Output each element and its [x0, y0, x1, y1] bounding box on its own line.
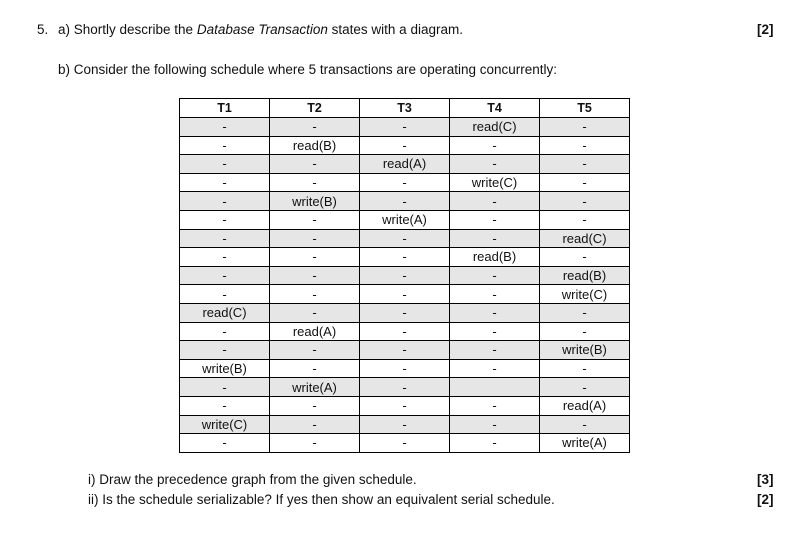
question-number: 5.: [37, 22, 49, 37]
schedule-cell: read(C): [540, 229, 630, 248]
part-a-prefix: a) Shortly describe the: [58, 22, 197, 37]
schedule-cell: -: [360, 266, 450, 285]
schedule-row: [180, 173, 630, 192]
schedule-cell: -: [540, 303, 630, 322]
schedule-cell: -: [450, 322, 540, 341]
schedule-cell: -: [180, 322, 270, 341]
schedule-cell: -: [270, 229, 360, 248]
schedule-cell: -: [450, 210, 540, 229]
schedule-cell: -: [270, 118, 360, 137]
schedule-cell: -: [540, 173, 630, 192]
header-t4: T4: [450, 99, 540, 118]
schedule-cell: -: [540, 192, 630, 211]
schedule-cell: -: [360, 173, 450, 192]
schedule-cell: -: [450, 155, 540, 174]
schedule-cell: -: [360, 341, 450, 360]
sub-question-i-marks: [3]: [757, 472, 774, 487]
schedule-table: [179, 98, 630, 453]
schedule-cell: -: [360, 192, 450, 211]
schedule-body: [180, 118, 630, 453]
schedule-cell: -: [270, 434, 360, 453]
header-t3: T3: [360, 99, 450, 118]
schedule-cell: read(B): [540, 266, 630, 285]
header-t2: T2: [270, 99, 360, 118]
schedule-row: [180, 136, 630, 155]
schedule-cell: -: [270, 285, 360, 304]
schedule-row: [180, 378, 630, 397]
question-part-b: b) Consider the following schedule where 5 transactions are operating concurrently:: [58, 62, 558, 77]
part-a-suffix: states with a diagram.: [327, 22, 463, 37]
schedule-cell: -: [540, 415, 630, 434]
schedule-header-row: [180, 99, 630, 118]
question-part-a: [58, 22, 463, 37]
schedule-cell: -: [450, 396, 540, 415]
sub-question-ii-marks: [2]: [757, 492, 774, 507]
part-a-marks: [2]: [757, 22, 774, 37]
schedule-row: [180, 359, 630, 378]
schedule-cell: -: [270, 396, 360, 415]
schedule-row: [180, 434, 630, 453]
schedule-cell: -: [540, 155, 630, 174]
schedule-cell: -: [360, 378, 450, 397]
schedule-cell: read(B): [450, 248, 540, 267]
schedule-cell: -: [450, 285, 540, 304]
schedule-cell: write(C): [180, 415, 270, 434]
schedule-cell: -: [540, 359, 630, 378]
schedule-cell: [450, 378, 540, 397]
schedule-cell: write(C): [450, 173, 540, 192]
schedule-cell: -: [450, 229, 540, 248]
schedule-cell: -: [180, 396, 270, 415]
schedule-cell: -: [360, 322, 450, 341]
schedule-cell: -: [540, 118, 630, 137]
schedule-cell: -: [270, 155, 360, 174]
schedule-cell: -: [270, 210, 360, 229]
schedule-cell: -: [450, 266, 540, 285]
schedule-cell: -: [450, 415, 540, 434]
schedule-cell: -: [360, 303, 450, 322]
schedule-cell: -: [180, 173, 270, 192]
schedule-cell: -: [360, 396, 450, 415]
schedule-cell: -: [360, 434, 450, 453]
schedule-cell: -: [180, 266, 270, 285]
schedule-cell: -: [270, 415, 360, 434]
schedule-cell: -: [180, 192, 270, 211]
schedule-cell: -: [450, 359, 540, 378]
schedule-row: [180, 118, 630, 137]
schedule-cell: -: [180, 155, 270, 174]
schedule-row: [180, 266, 630, 285]
schedule-row: [180, 248, 630, 267]
schedule-cell: -: [540, 322, 630, 341]
schedule-cell: -: [450, 341, 540, 360]
schedule-cell: -: [360, 118, 450, 137]
schedule-cell: -: [180, 285, 270, 304]
schedule-cell: -: [360, 285, 450, 304]
schedule-cell: -: [180, 434, 270, 453]
schedule-cell: -: [450, 303, 540, 322]
schedule-cell: -: [270, 359, 360, 378]
schedule-cell: -: [180, 118, 270, 137]
schedule-row: [180, 341, 630, 360]
schedule-row: [180, 155, 630, 174]
schedule-cell: write(A): [270, 378, 360, 397]
schedule-cell: write(A): [360, 210, 450, 229]
schedule-cell: -: [180, 210, 270, 229]
schedule-cell: -: [270, 248, 360, 267]
schedule-cell: read(B): [270, 136, 360, 155]
schedule-row: [180, 303, 630, 322]
schedule-row: [180, 285, 630, 304]
schedule-cell: write(B): [180, 359, 270, 378]
schedule-cell: -: [450, 192, 540, 211]
schedule-cell: -: [270, 303, 360, 322]
schedule-cell: -: [450, 136, 540, 155]
schedule-cell: read(A): [270, 322, 360, 341]
schedule-cell: -: [270, 266, 360, 285]
schedule-cell: -: [180, 248, 270, 267]
schedule-row: [180, 415, 630, 434]
schedule-cell: write(A): [540, 434, 630, 453]
sub-question-ii: ii) Is the schedule serializable? If yes then show an equivalent serial schedule.: [88, 492, 555, 507]
schedule-cell: -: [450, 434, 540, 453]
schedule-cell: -: [180, 229, 270, 248]
sub-question-i: i) Draw the precedence graph from the given schedule.: [88, 472, 417, 487]
schedule-cell: -: [180, 136, 270, 155]
schedule-cell: -: [540, 136, 630, 155]
schedule-cell: -: [360, 229, 450, 248]
schedule-cell: write(B): [270, 192, 360, 211]
schedule-cell: -: [360, 248, 450, 267]
schedule-cell: -: [180, 341, 270, 360]
schedule-row: [180, 229, 630, 248]
schedule-cell: read(A): [540, 396, 630, 415]
schedule-cell: -: [360, 359, 450, 378]
schedule-cell: -: [270, 173, 360, 192]
schedule-row: [180, 396, 630, 415]
header-t1: T1: [180, 99, 270, 118]
schedule-cell: read(A): [360, 155, 450, 174]
schedule-cell: -: [360, 415, 450, 434]
schedule-row: [180, 192, 630, 211]
part-a-emphasis: Database Transaction: [196, 22, 328, 37]
schedule-cell: write(B): [540, 341, 630, 360]
schedule-cell: read(C): [180, 303, 270, 322]
schedule-row: [180, 210, 630, 229]
schedule-cell: -: [180, 378, 270, 397]
schedule-cell: -: [540, 248, 630, 267]
schedule-cell: write(C): [540, 285, 630, 304]
schedule-cell: -: [270, 341, 360, 360]
schedule-cell: read(C): [450, 118, 540, 137]
schedule-cell: -: [540, 210, 630, 229]
schedule-row: [180, 322, 630, 341]
header-t5: T5: [540, 99, 630, 118]
schedule-cell: -: [540, 378, 630, 397]
schedule-cell: -: [360, 136, 450, 155]
